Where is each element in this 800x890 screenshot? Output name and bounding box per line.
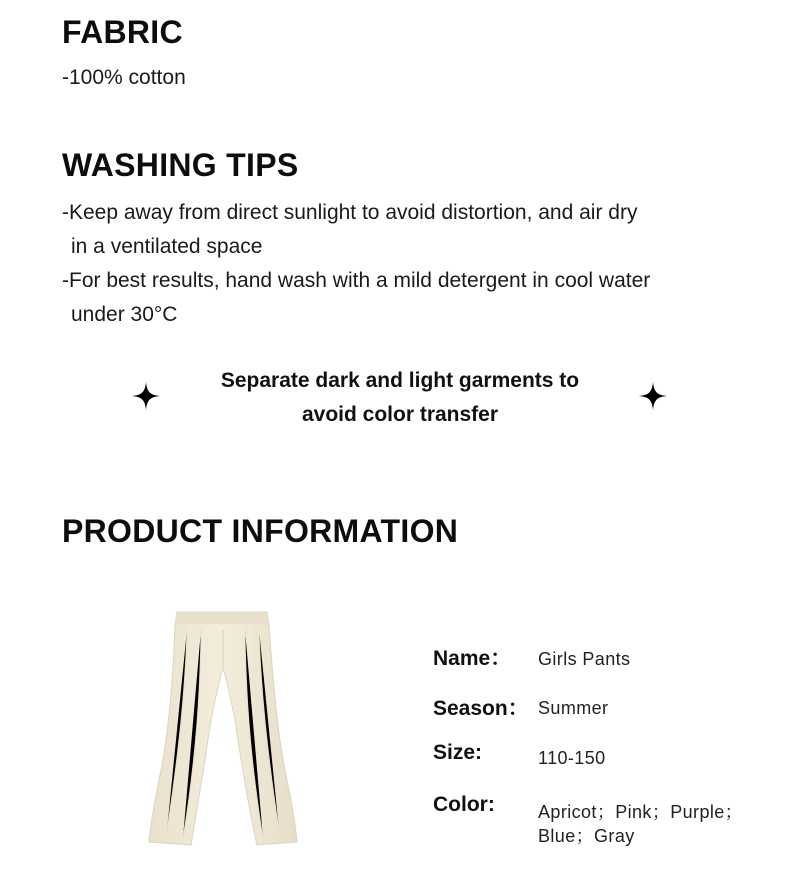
washing-tip-2-line-1: -For best results, hand wash with a mild detergent in cool water bbox=[62, 269, 651, 292]
washing-tip-2-line-2: under 30°C bbox=[71, 303, 178, 326]
note-line-2: avoid color transfer bbox=[301, 403, 499, 426]
fabric-heading: FABRIC bbox=[62, 14, 183, 50]
product-information-heading: PRODUCT INFORMATION bbox=[62, 513, 459, 549]
color-value-line-2: Blue；Gray bbox=[538, 826, 635, 846]
product-image-flared-pants bbox=[145, 610, 300, 850]
name-value: Girls Pants bbox=[538, 649, 631, 669]
washing-tips-heading: WASHING TIPS bbox=[62, 147, 299, 183]
name-label: Name： bbox=[433, 647, 512, 670]
fabric-item: -100% cotton bbox=[62, 66, 186, 89]
note-line-1: Separate dark and light garments to bbox=[220, 369, 580, 392]
washing-tip-1-line-2: in a ventilated space bbox=[71, 235, 263, 258]
size-label: Size: bbox=[433, 741, 483, 764]
four-point-star-icon bbox=[132, 382, 160, 410]
four-point-star-icon bbox=[639, 382, 667, 410]
garment-separation-note bbox=[190, 364, 610, 432]
color-label: Color: bbox=[433, 793, 495, 816]
size-value: 110-150 bbox=[538, 748, 606, 768]
color-value-line-1: Apricot；Pink；Purple； bbox=[538, 802, 744, 822]
season-label: Season： bbox=[433, 697, 529, 720]
washing-tip-1-line-1: -Keep away from direct sunlight to avoid distortion, and air dry bbox=[62, 201, 638, 224]
season-value: Summer bbox=[538, 698, 609, 718]
